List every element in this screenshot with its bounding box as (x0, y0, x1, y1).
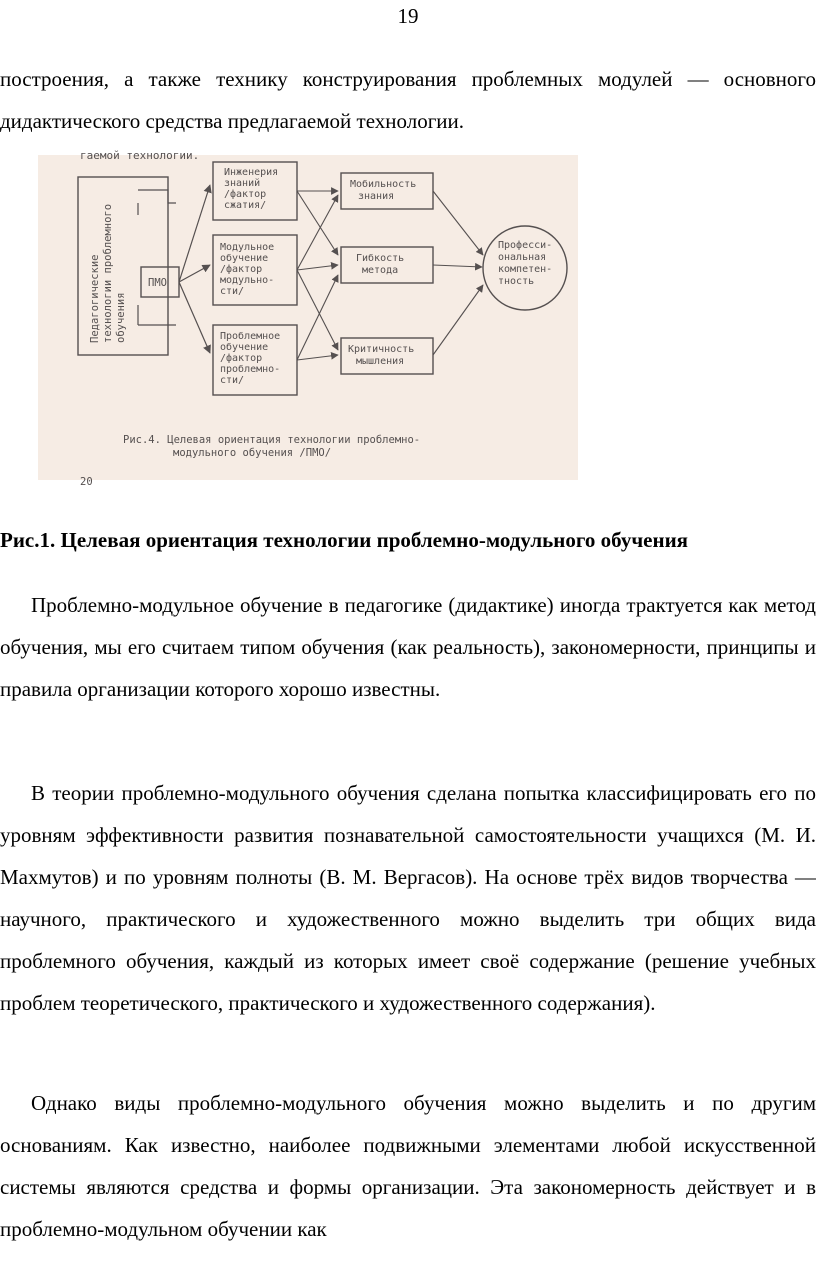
figure-top-cut-text: гаемой технологии. (80, 149, 200, 162)
factor-3-text: Проблемное обучение /фактор проблемно-сти/ (220, 331, 281, 386)
paragraph-3: Однако виды проблемно-модульного обучения можно выделить и по другим основаниям. Как известно, наиболее подвижными элементами любой искусственной системы являются средства и формы организации. Эта закономерность действует и в проблемно-модульном обучении как (0, 1091, 816, 1241)
pmo-label: ПМО (148, 277, 167, 289)
figure-caption: Рис.1. Целевая ориентация технологии проблемно-модульного обучения (0, 528, 689, 552)
figure-diagram (38, 149, 578, 488)
factor-1-text: Инженерия знаний /фактор сжатия/ (224, 167, 279, 211)
paragraph-2: В теории проблемно-модульного обучения сделана попытка классифицировать его по уровням эффективности развития познавательной самостоятельности учащихся (М. И. Махмутов) и по уровням полноты (В. М. Вергасов). На основе трёх видов творчества — научного, практического и художественного можно выделить три общих вида проблемного обучения, каждый из которых имеет своё содержание (решение учебных проблем теоретического, практического и художественного содержания). (0, 781, 816, 1015)
figure-inner-page-number: 20 (80, 476, 93, 488)
intro-paragraph: построения, а также технику конструирования проблемных модулей — основного дидактического средства предлагаемой технологии. (0, 67, 816, 133)
outcome-1-text: Мобильность знания (350, 179, 417, 202)
result-text: Професси-ональная компетен-тность (498, 240, 553, 287)
figure-inner-caption-2: модульного обучения /ПМО/ (173, 447, 332, 459)
paragraph-1: Проблемно-модульное обучение в педагогике (дидактике) иногда трактуется как метод обучения, мы его считаем типом обучения (как реальность), закономерности, принципы и правила организации которого хорошо известны. (0, 593, 816, 701)
figure-inner-caption-1: Рис.4. Целевая ориентация технологии проблемно- (123, 434, 421, 446)
factor-2-text: Модульное обучение /фактор модульно-сти/ (220, 242, 275, 297)
page-number: 19 (397, 4, 419, 28)
outcome-3-text: Критичность мышления (348, 344, 415, 367)
scanned-figure (38, 149, 578, 488)
left-box-label: Педагогические технологии проблемного обучения (89, 203, 127, 343)
outcome-2-text: Гибкость метода (356, 253, 405, 276)
